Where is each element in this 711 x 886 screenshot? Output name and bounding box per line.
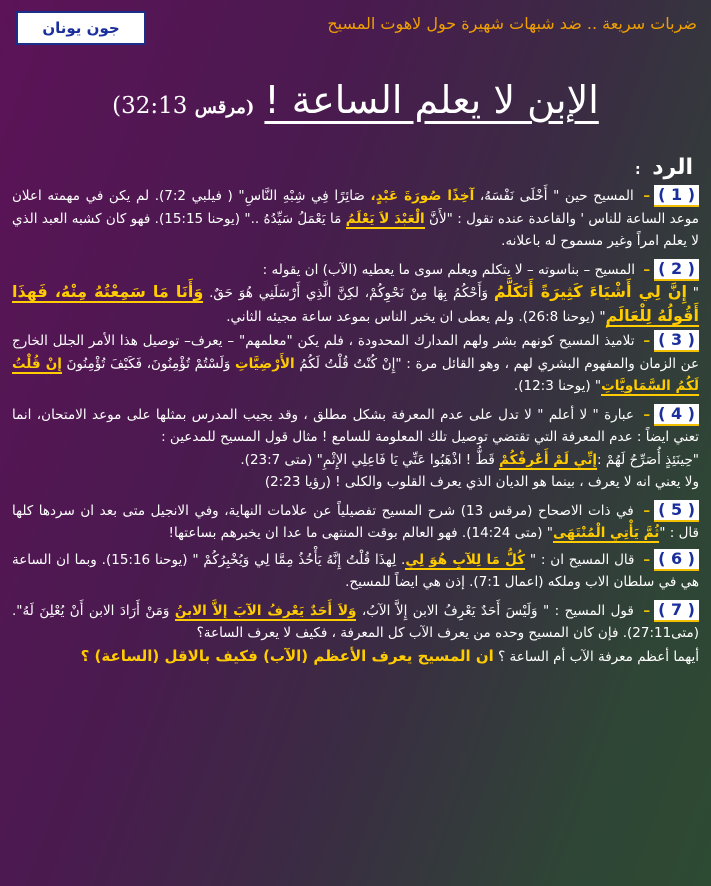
point-text: . لِهذَا قُلْتُ إِنَّهُ يَأْخُذُ مِمَّا لِي وَيُخْبِرُكُمْ " (يوحنا 15:16). وبما ان الساعة هي في سلطان الاب وملكه (اعمال 7:1). إذن هي ايضاً للمسيح.	[12, 551, 699, 590]
point-text: في ذات الاصحاح (مرقس 13) شرح المسيح تفصيلياً عن علامات النهاية، وفي الانجيل متى بعد ان سردها كلها قال : "	[12, 502, 699, 541]
point-text: تلاميذ المسيح كونهم بشر ولهم المدارك المحدودة ، فلم يكن "معلمهم" – يعرف– توصيل هذا الأمر الجلل الخارج عن الزمان والمفهوم البشري لهم ، وهو القائل مرة : "إِنْ كُنْتُ قُلْتُ لَكُمُ	[12, 333, 699, 372]
point-highlight: إِنَّ لِي أَشْيَاءَ كَثِيرَةً أَتَكَلَّمُ	[493, 282, 687, 301]
point-text: أيهما أعظم معرفة الآب أم الساعة ؟	[493, 648, 699, 665]
point-number: ( 1 )	[654, 185, 699, 207]
title-main: الإبن لا يعلم الساعة !	[264, 78, 599, 122]
point-1: ( 1 )– المسيح حين " أَخْلَى نَفْسَهُ، آخِذًا صُورَةَ عَبْدٍ، صَائِرًا فِي شِبْهِ النَّاسِ" ( فيلبي 7:2). لم يكن في مهمته اعلان موعد الساعة للناس ' والقاعدة عنده تقول : "لأَنَّ الْعَبْدَ لاَ يَعْلَمُ مَا يَعْمَلُ سَيِّدُهُ .." (يوحنا 15:15). فهو كان كشبه العبد الذي لا يعلم امراً وغير مسموح له باعلانه.	[12, 185, 699, 249]
point-text: قَطُّ ! اذْهَبُوا عَنِّي يَا فَاعِلِي الإِثْمِ" (متى 23:7).	[240, 451, 500, 468]
point-highlight: إِنْ قُلْتُ لَكُمُ السَّمَاوِيَّاتِ	[12, 355, 699, 394]
point-text: " (يوحنا 12:3).	[513, 378, 602, 394]
point-highlight: كُلُّ مَا لِلآبِ هُوَ لِي	[405, 551, 526, 568]
point-text: " (متى 14:24). فهو العالم بوقت المنتهى ما عدا ان يخبرهم بساعتها!	[168, 525, 554, 541]
point-text: وَلَسْتُمْ تُؤْمِنُونَ، فَكَيْفَ تُؤْمِنُونَ	[61, 355, 236, 372]
point-text: قال المسيح ان : "	[525, 551, 635, 568]
point-4: ( 4 )– عبارة " لا أعلم " لا تدل على عدم المعرفة بشكل مطلق ، وقد يجيب المدرس بمثلها على موعد الامتحان، انما تعني ايضاً : عدم المعرفة التي تقتضي توصيل تلك المعلومة للسامع ! مثال قول المسيح للمدعين : "حِينَئِذٍ أُصَرِّحُ لَهُمْ :إِنِّي لَمْ أَعْرِفْكُمْ قَطُّ ! اذْهَبُوا عَنِّي يَا فَاعِلِي الإِثْمِ" (متى 23:7). ولا يعني انه لا يعرف ، بينما هو الديان الذي يعرف القلوب والكلى ! (رؤيا 2:23)	[12, 403, 699, 490]
reply-colon: :	[634, 162, 641, 178]
point-2: ( 2 )– المسيح – بناسوته – لا يتكلم ويعلم سوى ما يعطيه (الآب) ان يقوله : " إِنَّ لِي أَشْيَاءَ كَثِيرَةً أَتَكَلَّمُ وَأَحْكُمُ بِهَا مِنْ نَحْوِكُمْ، لكِنَّ الَّذِي أَرْسَلَنِي هُوَ حَقٌ. وَأَنَا مَا سَمِعْتُهُ مِنْهُ، فَهذَا أَقُولُهُ لِلْعَالَمِ" (يوحنا 26:8). ولم يعطى ان يخبر الناس بموعد ساعة مجيئه الثاني.	[12, 258, 699, 325]
point-7: ( 7 )– قول المسيح : " وَلَيْسَ أَحَدٌ يَعْرِفُ الابن إِلاَّ الآبُ، وَلاَ أَحَدٌ يَعْرِفُ الآبَ إِلاَّ الابنُ وَمَنْ أَرَادَ الابن أَنْ يُعْلِنَ لَهُ". (متى27:11). فإن كان المسيح وحده من يعرف الآب كل المعرفة ، فكيف لا يعرف الساعة؟ أيهما أعظم معرفة الآب أم الساعة ؟ ان المسيح يعرف الأعظم (الآب) فكيف بالاقل (الساعة) ؟	[12, 599, 699, 665]
point-text: ولا يعني انه لا يعرف ، بينما هو الديان الذي يعرف القلوب والكلى ! (رؤيا 2:23)	[264, 474, 699, 490]
point-text: وَمَنْ أَرَادَ الابن أَنْ يُعْلِنَ لَهُ". (متى27:11). فإن كان المسيح وحده من يعرف الآب كل المعرفة ، فكيف لا يعرف الساعة؟	[12, 602, 699, 641]
point-text: عبارة " لا أعلم " لا تدل على عدم المعرفة بشكل مطلق ، وقد يجيب المدرس بمثلها على موعد الامتحان، انما تعني ايضاً : عدم المعرفة التي تقتضي توصيل تلك المعلومة للسامع ! مثال قول المسيح للمدعين :	[12, 406, 699, 445]
title-reference	[112, 93, 254, 119]
point-5: ( 5 )– في ذات الاصحاح (مرقس 13) شرح المسيح تفصيلياً عن علامات النهاية، وفي الانجيل متى بعد ان سردها كلها قال : "ثُمَّ يَأْتِي الْمُنْتَهَى" (متى 14:24). فهو العالم بوقت المنتهى ما عدا ان يخبرهم بساعتها!	[12, 499, 699, 541]
point-text: وَأَحْكُمُ بِهَا مِنْ نَحْوِكُمْ، لكِنَّ الَّذِي أَرْسَلَنِي هُوَ حَقٌ.	[203, 285, 494, 301]
article-body	[12, 185, 699, 668]
point-number: ( 5 )	[654, 500, 699, 522]
point-text: مَا يَعْمَلُ سَيِّدُهُ .." (يوحنا 15:15). فهو كان كشبه العبد الذي لا يعلم امراً وغير مسموح له باعلانه.	[12, 210, 699, 249]
point-number: ( 7 )	[654, 600, 699, 622]
point-text: المسيح – بناسوته – لا يتكلم ويعلم سوى ما يعطيه (الآب) ان يقوله :	[262, 261, 636, 278]
reply-heading	[635, 155, 693, 180]
point-text: "	[687, 285, 699, 301]
point-highlight: الْعَبْدَ لاَ يَعْلَمُ	[345, 210, 425, 227]
point-text: المسيح حين " أَخْلَى نَفْسَهُ،	[474, 188, 634, 204]
point-number: ( 2 )	[654, 259, 699, 281]
point-highlight: ثُمَّ يَأْتِي الْمُنْتَهَى	[553, 525, 660, 541]
point-number: ( 3 )	[654, 330, 699, 352]
point-text: صَائِرًا فِي شِبْهِ النَّاسِ" ( فيلبي 7:2). لم يكن في مهمته اعلان موعد الساعة للناس ' والقاعدة عنده تقول : "لأَنَّ	[12, 188, 699, 227]
point-highlight: وَأَنَا مَا سَمِعْتُهُ مِنْهُ، فَهذَا أَقُولُهُ لِلْعَالَمِ	[12, 282, 699, 325]
point-highlight: آخِذًا صُورَةَ عَبْدٍ،	[370, 188, 475, 204]
author-name: جون يونان	[42, 19, 120, 37]
author-box	[16, 11, 146, 45]
point-number: ( 6 )	[654, 549, 699, 571]
point-text: قول المسيح : " وَلَيْسَ أَحَدٌ يَعْرِفُ الابن إِلاَّ الآبُ،	[356, 602, 634, 619]
series-title: ضربات سريعة .. ضد شبهات شهيرة حول لاهوت المسيح	[327, 14, 697, 33]
point-highlight: إِنِّي لَمْ أَعْرِفْكُمْ	[499, 451, 598, 468]
point-number: ( 4 )	[654, 404, 699, 426]
title-ref-label: (مرقس	[194, 97, 255, 118]
point-highlight: وَلاَ أَحَدٌ يَعْرِفُ الآبَ إِلاَّ الابنُ	[174, 602, 357, 619]
conclusion-highlight: ان المسيح يعرف الأعظم (الآب) فكيف بالاقل (الساعة) ؟	[80, 646, 494, 665]
point-3: ( 3 )– تلاميذ المسيح كونهم بشر ولهم المدارك المحدودة ، فلم يكن "معلمهم" – يعرف– توصيل هذا الأمر الجلل الخارج عن الزمان والمفهوم البشري لهم ، وهو القائل مرة : "إِنْ كُنْتُ قُلْتُ لَكُمُ الأَرْضِيَّاتِ وَلَسْتُمْ تُؤْمِنُونَ، فَكَيْفَ تُؤْمِنُونَ إِنْ قُلْتُ لَكُمُ السَّمَاوِيَّاتِ" (يوحنا 12:3).	[12, 330, 699, 394]
title-ref-value: 32:13)	[112, 93, 188, 119]
point-6: ( 6 )– قال المسيح ان : " كُلُّ مَا لِلآبِ هُوَ لِي. لِهذَا قُلْتُ إِنَّهُ يَأْخُذُ مِمَّا لِي وَيُخْبِرُكُمْ " (يوحنا 15:16). وبما ان الساعة هي في سلطان الاب وملكه (اعمال 7:1). إذن هي ايضاً للمسيح.	[12, 548, 699, 590]
page-title	[0, 78, 711, 122]
point-text: " (يوحنا 26:8). ولم يعطى ان يخبر الناس بموعد ساعة مجيئه الثاني.	[226, 308, 606, 325]
point-text: "حِينَئِذٍ أُصَرِّحُ لَهُمْ :	[597, 451, 699, 468]
reply-label: الرد	[652, 155, 693, 180]
point-highlight: الأَرْضِيَّاتِ	[235, 355, 295, 372]
